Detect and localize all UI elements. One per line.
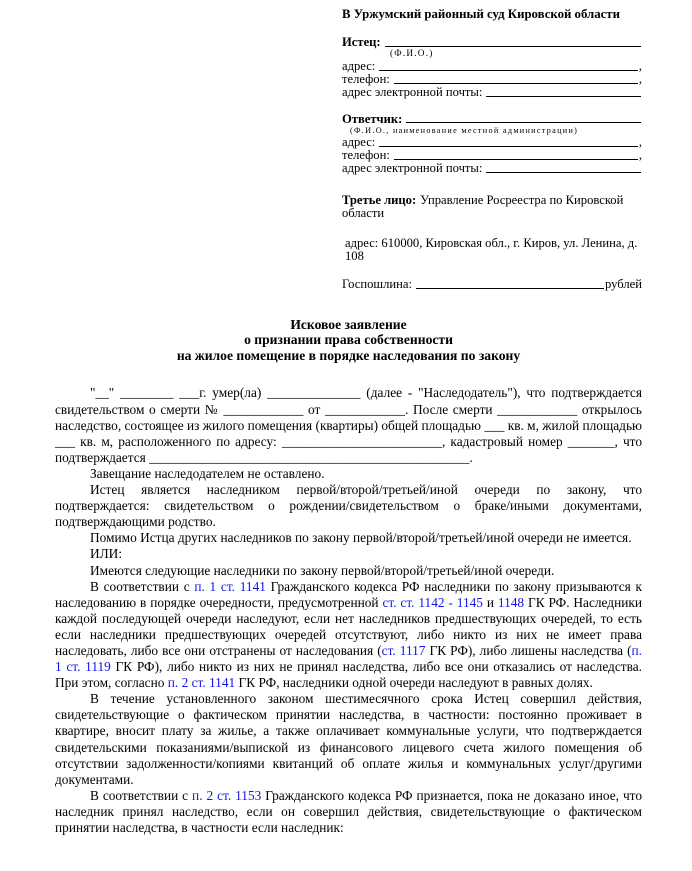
body-paragraph [55, 466, 642, 482]
body-paragraph [55, 530, 642, 546]
plaintiff-name-row [342, 36, 642, 49]
document-title [55, 317, 642, 364]
legal-article-link[interactable]: п. 2 ст. 1153 [192, 787, 262, 803]
plaintiff-email-blank [486, 86, 641, 97]
legal-article-link[interactable]: п. 1 ст. 1119 [55, 642, 642, 675]
document-header [342, 8, 642, 291]
legal-article-link[interactable]: 1148 [497, 594, 525, 610]
plaintiff-label: Истец: [342, 34, 381, 49]
third-party-row [342, 194, 642, 220]
comma: , [638, 71, 642, 86]
plaintiff-address-blank [379, 60, 638, 71]
title-line: о признании права собственности [244, 332, 453, 348]
defendant-phone-label: телефон: [342, 148, 390, 163]
defendant-email-blank [486, 162, 641, 173]
comma: , [638, 58, 642, 73]
third-party-name: Управление Росреестра по Кировской области [342, 193, 624, 221]
text-segment: Гражданского кодекса РФ наследники по закону призываются к наследованию в порядке очередности, предусмотренной [55, 578, 643, 610]
text-segment: ГК РФ. Наследники каждой последующей очереди наследуют, если нет наследников предшествующих очередей, то есть если наследники предшествующих очередей отсутствуют, либо никто из них не имеет права наследовать, либо все они отстранены от наследования ( [55, 594, 642, 658]
third-party-address: адрес: 610000, Кировская обл., г. Киров, ул. Ленина, д. 108 [345, 235, 638, 263]
comma: , [638, 148, 642, 163]
defendant-address-label: адрес: [342, 135, 376, 150]
plaintiff-phone-row [342, 73, 642, 86]
text-segment: Помимо Истца других наследников по закону первой/второй/третьей/иной очереди не имеется. [90, 530, 632, 546]
defendant-email-row [342, 162, 642, 175]
document-body [55, 385, 642, 836]
plaintiff-phone-blank [394, 73, 638, 84]
title-line: Исковое заявление [290, 316, 407, 332]
legal-article-link[interactable]: п. 2 ст. 1141 [167, 675, 236, 691]
legal-article-link[interactable]: п. 1 ст. 1141 [194, 578, 266, 594]
body-paragraph [55, 691, 642, 788]
plaintiff-address-row [342, 60, 642, 73]
defendant-address-blank [379, 136, 638, 147]
body-paragraph [55, 563, 642, 579]
plaintiff-email-label: адрес электронной почты: [342, 84, 483, 99]
text-segment: В течение установленного законом шестимесячного срока Истец совершил действия, свидетельствующие о фактическом принятии наследства, в частности: постоянно проживает в квартире, вносит плату за жилье, а также оплачивает коммунальные услуги, что подтверждается свидетельскими показаниями/выпиской из финансового лицевого счета жилого помещения об отсутствии задолженности/копиями квитанций об оплате жилья и коммунальных услуг/другими документами. [55, 691, 642, 787]
court-name: В Уржумский районный суд Кировской области [342, 7, 620, 21]
body-paragraph [55, 385, 642, 465]
comma: , [638, 135, 642, 150]
defendant-name-blank [406, 113, 641, 124]
body-paragraph [55, 788, 642, 836]
body-paragraph [55, 546, 642, 562]
state-duty-row [342, 278, 642, 291]
state-duty-suffix: рублей [605, 276, 642, 291]
defendant-caption: (Ф.И.О., наименование местной администрации) [350, 126, 579, 136]
body-paragraph [55, 482, 642, 530]
plaintiff-name-blank [385, 36, 641, 47]
text-segment: ГК РФ, наследники одной очереди наследуют в равных долях. [235, 675, 593, 691]
legal-article-link[interactable]: ст. 1117 [381, 642, 426, 658]
plaintiff-address-label: адрес: [342, 58, 376, 73]
text-segment: ИЛИ: [90, 546, 123, 562]
text-segment: "__" ________ ___г. умер(ла) ______________ (далее - "Наследодатель"), что подтверждается свидетельством о смерти № ____________ от ____________. После смерти ____________ открылось наследство, состоящее из жилого помещения (квартиры) общей площадью ___ кв. м, жилой площадью ___ кв. м, расположенного по адресу: ________________________, кадастровый номер _______, что подтверждается ________________________________________________. [55, 385, 642, 465]
plaintiff-block [342, 36, 642, 99]
text-segment: ГК РФ), либо никто из них не принял наследства, либо все они отказались от наследства. При этом, согласно [55, 659, 642, 691]
title-line: на жилое помещение в порядке наследования по закону [176, 347, 521, 363]
text-segment: и [482, 594, 498, 610]
defendant-block [342, 113, 642, 176]
plaintiff-phone-label: телефон: [342, 71, 390, 86]
text-segment: Истец является наследником первой/второй/третьей/иной очереди по закону, что подтверждается: свидетельством о рождении/свидетельством о браке/иными документами, подтверждающими родство. [55, 482, 642, 530]
text-segment: Имеются следующие наследники по закону первой/второй/третьей/иной очереди. [90, 562, 555, 578]
text-segment: Завещание наследодателем не оставлено. [90, 465, 325, 481]
state-duty-label: Госпошлина: [342, 276, 412, 291]
defendant-name-row [342, 113, 642, 126]
state-duty-blank [416, 278, 604, 289]
text-segment: ГК РФ), либо лишены наследства ( [425, 642, 632, 658]
body-paragraph [55, 579, 642, 692]
defendant-phone-blank [394, 149, 638, 160]
plaintiff-caption: (Ф.И.О.) [390, 48, 434, 59]
text-segment: Гражданского кодекса РФ признается, пока не доказано иное, что наследник принял наследство, если он совершил действия, свидетельствующие о фактическом принятии наследства, в частности если наследник: [55, 787, 642, 835]
defendant-email-label: адрес электронной почты: [342, 161, 483, 176]
legal-article-link[interactable]: ст. ст. 1142 - 1145 [382, 594, 483, 610]
plaintiff-email-row [342, 86, 642, 99]
text-segment: В соответствии с [90, 578, 195, 594]
third-party-label: Третье лицо: [342, 193, 417, 208]
defendant-label: Ответчик: [342, 111, 403, 126]
text-segment: В соответствии с [90, 787, 193, 803]
